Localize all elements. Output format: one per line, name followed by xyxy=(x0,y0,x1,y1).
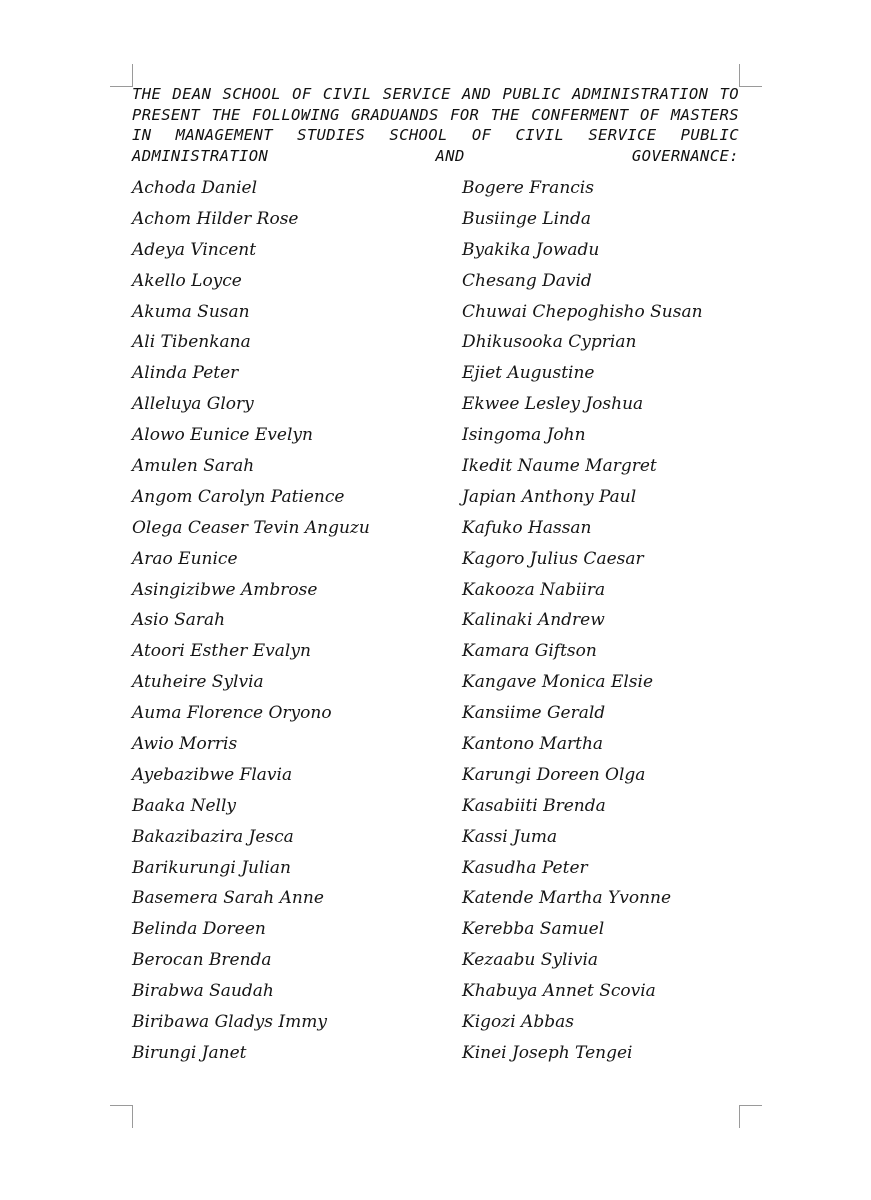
graduand-name: Kezaabu Sylivia xyxy=(462,950,599,971)
graduand-name: Adeya Vincent xyxy=(132,239,257,260)
graduand-name: Kafuko Hassan xyxy=(462,517,592,538)
graduand-list-left-column xyxy=(132,175,452,1071)
graduand-name: Atoori Esther Evalyn xyxy=(132,641,311,662)
graduand-name: Berocan Brenda xyxy=(132,950,272,971)
graduand-name: Birungi Janet xyxy=(132,1042,247,1063)
graduand-name: Akuma Susan xyxy=(132,301,250,322)
graduand-name: Ali Tibenkana xyxy=(132,332,251,353)
graduand-name: Alleluya Glory xyxy=(132,394,254,415)
graduand-name: Ekwee Lesley Joshua xyxy=(462,394,644,415)
graduand-name: Kamara Giftson xyxy=(462,641,597,662)
graduand-name: Barikurungi Julian xyxy=(132,857,291,878)
document-heading: THE DEAN SCHOOL OF CIVIL SERVICE AND PUBLIC ADMINISTRATION TO PRESENT THE FOLLOWING GRADUANDS FOR THE CONFERMENT OF MASTERS IN MANAGEMENT STUDIES SCHOOL OF CIVIL SERVICE PUBLIC ADMINISTRATION AND GOVERNANCE: xyxy=(132,85,739,165)
graduand-name: Kerebba Samuel xyxy=(462,919,605,940)
crop-mark-bottom-right xyxy=(739,1105,762,1128)
graduand-name: Katende Martha Yvonne xyxy=(462,888,672,909)
graduand-list xyxy=(132,175,752,1075)
graduand-name: Kagoro Julius Caesar xyxy=(462,548,644,569)
graduand-name: Karungi Doreen Olga xyxy=(462,764,646,785)
graduand-name: Japian Anthony Paul xyxy=(462,486,637,507)
graduand-name: Basemera Sarah Anne xyxy=(132,888,324,909)
graduand-name: Byakika Jowadu xyxy=(462,239,600,260)
graduand-name: Kalinaki Andrew xyxy=(462,610,605,631)
graduand-name: Chesang David xyxy=(462,270,592,291)
graduand-name: Belinda Doreen xyxy=(132,919,266,940)
graduand-name: Kansiime Gerald xyxy=(462,703,606,724)
graduand-name: Kasudha Peter xyxy=(462,857,588,878)
graduand-name: Kakooza Nabiira xyxy=(462,579,606,600)
graduand-name: Achom Hilder Rose xyxy=(132,208,299,229)
graduand-name: Bogere Francis xyxy=(462,178,594,198)
graduand-name: Atuheire Sylvia xyxy=(132,672,264,693)
graduand-name: Isingoma John xyxy=(462,425,586,446)
graduand-name: Awio Morris xyxy=(132,734,238,755)
graduand-name: Alowo Eunice Evelyn xyxy=(132,425,313,446)
graduand-name: Ayebazibwe Flavia xyxy=(132,764,293,785)
crop-mark-top-left xyxy=(110,64,133,87)
graduand-name: Arao Eunice xyxy=(132,548,238,569)
graduand-name: Chuwai Chepoghisho Susan xyxy=(462,301,703,322)
graduand-list-right-column xyxy=(462,175,752,1071)
graduand-name: Auma Florence Oryono xyxy=(132,703,332,724)
graduand-name: Achoda Daniel xyxy=(132,178,258,198)
graduand-name: Alinda Peter xyxy=(132,363,239,384)
graduand-name: Ikedit Naume Margret xyxy=(462,456,657,477)
graduand-name: Amulen Sarah xyxy=(132,456,255,477)
crop-mark-top-right xyxy=(739,64,762,87)
graduand-name: Akello Loyce xyxy=(132,270,242,291)
graduand-name: Kigozi Abbas xyxy=(462,1012,574,1033)
graduand-name: Angom Carolyn Patience xyxy=(132,486,345,507)
crop-mark-bottom-left xyxy=(110,1105,133,1128)
graduand-name: Khabuya Annet Scovia xyxy=(462,981,656,1002)
graduand-name: Bakazibazira Jesca xyxy=(132,826,294,847)
graduand-name: Birabwa Saudah xyxy=(132,981,274,1002)
graduand-name: Busiinge Linda xyxy=(462,208,592,229)
graduand-name: Kassi Juma xyxy=(462,826,558,847)
graduand-name: Asingizibwe Ambrose xyxy=(132,579,318,600)
graduand-name: Ejiet Augustine xyxy=(462,363,595,384)
graduand-name: Dhikusooka Cyprian xyxy=(462,332,637,353)
graduand-name: Kantono Martha xyxy=(462,734,604,755)
graduand-name: Olega Ceaser Tevin Anguzu xyxy=(132,517,370,538)
graduand-name: Kinei Joseph Tengei xyxy=(462,1042,633,1063)
graduand-name: Baaka Nelly xyxy=(132,795,237,816)
graduand-name: Kangave Monica Elsie xyxy=(462,672,654,693)
graduand-name: Kasabiiti Brenda xyxy=(462,795,606,816)
graduand-name: Biribawa Gladys Immy xyxy=(132,1012,327,1033)
graduand-name: Asio Sarah xyxy=(132,610,226,631)
